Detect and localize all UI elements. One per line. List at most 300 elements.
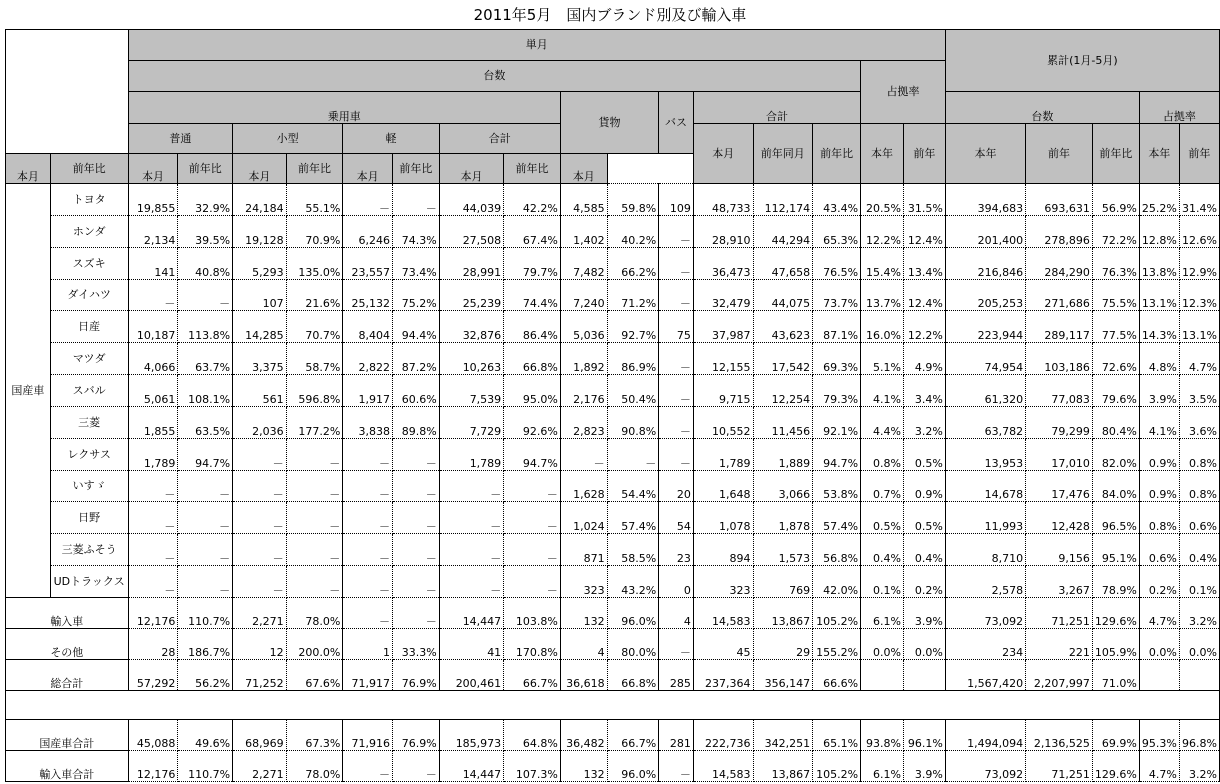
cell-joyo-goukei-hongetsu: － [439,471,503,502]
cell-bus-hongetsu: － [659,343,694,375]
cell-ruikei-senyu-zennen: 13.1% [1179,311,1219,343]
cell-goukei-zennenhi: 66.6% [813,660,861,691]
cell-goukei-hongetsu: 48,733 [693,184,753,216]
header-daisu: 台数 [128,61,860,92]
cell-futsu-hongetsu: 10,187 [128,311,178,343]
cell-joyo-goukei-zennenhi: 42.2% [504,184,561,216]
cell-kogata-hongetsu: － [233,471,287,502]
cell-joyo-goukei-zennenhi: 74.4% [504,280,561,311]
cell-senyuritsu-zennen: 3.2% [903,407,945,439]
cell-kamotsu-hongetsu: 4 [560,629,607,660]
cell-kei-hongetsu: － [343,471,393,502]
cell-kamotsu-hongetsu: 323 [560,566,607,598]
cell-goukei-hongetsu: 37,987 [693,311,753,343]
spacer-cell [6,691,1220,720]
cell-kogata-zennenhi: 58.7% [286,343,343,375]
header-kogata-hongetsu: 本月 [128,154,178,184]
cell-ruikei-senyu-honnen: 0.2% [1139,566,1179,598]
cell-kamotsu-hongetsu: 132 [560,598,607,629]
cell-kei-hongetsu: 71,917 [343,660,393,691]
cell-ruikei-senyu-zennen: 12.6% [1179,216,1219,248]
header-ruikei: 累計(1月-5月) [945,30,1219,92]
cell-kei-hongetsu: 8,404 [343,311,393,343]
cell-joyo-goukei-hongetsu: 14,447 [439,751,503,782]
cell-senyuritsu-honnen: 6.1% [861,598,904,629]
cell-senyuritsu-zennen: 0.0% [903,629,945,660]
cell-joyo-goukei-hongetsu: 200,461 [439,660,503,691]
cell-ruikei-zennen: 79,299 [1026,407,1093,439]
summary-label: 輸入車 [6,598,129,629]
cell-kogata-zennenhi: 67.3% [286,720,343,751]
cell-ruikei-senyu-honnen: 4.8% [1139,343,1179,375]
cell-ruikei-honnen: 11,993 [945,502,1025,534]
cell-ruikei-zennen: 3,267 [1026,566,1093,598]
brand-name: 日産 [50,311,128,343]
cell-senyuritsu-honnen: 15.4% [861,248,904,280]
cell-goukei-hongetsu: 1,789 [693,439,753,471]
cell-ruikei-zennen: 289,117 [1026,311,1093,343]
cell-goukei-zennenhi: 79.3% [813,375,861,407]
cell-ruikei-honnen: 2,578 [945,566,1025,598]
cell-kamotsu-zennenhi: 57.4% [607,502,659,534]
cell-joyo-goukei-zennenhi: 67.4% [504,216,561,248]
cell-joyo-goukei-hongetsu: 10,263 [439,343,503,375]
cell-ruikei-senyu-zennen: 0.0% [1179,629,1219,660]
cell-kogata-hongetsu: － [233,439,287,471]
cell-kei-zennenhi: 75.2% [393,280,440,311]
cell-kogata-hongetsu: 19,128 [233,216,287,248]
cell-futsu-zennenhi: 39.5% [178,216,233,248]
cell-goukei-zennen-dogetsu: 342,251 [753,720,813,751]
cell-bus-hongetsu: 285 [659,660,694,691]
cell-ruikei-zennenhi: 75.5% [1092,280,1139,311]
cell-senyuritsu-honnen: 0.7% [861,471,904,502]
cell-goukei-zennenhi: 92.1% [813,407,861,439]
cell-ruikei-senyu-honnen: 13.8% [1139,248,1179,280]
cell-senyuritsu-zennen: 0.2% [903,566,945,598]
cell-joyo-goukei-hongetsu: 41 [439,629,503,660]
cell-kogata-zennenhi: － [286,471,343,502]
cell-ruikei-zennen: 2,207,997 [1026,660,1093,691]
header-futsu-zennenhi: 前年比 [50,154,128,184]
corner-cell [6,30,129,154]
cell-senyuritsu-honnen: 12.2% [861,216,904,248]
cell-kogata-zennenhi: － [286,439,343,471]
cell-kei-zennenhi: 33.3% [393,629,440,660]
cell-kamotsu-hongetsu: 7,240 [560,280,607,311]
cell-senyuritsu-zennen: 0.5% [903,502,945,534]
cell-ruikei-zennen: 71,251 [1026,751,1093,782]
sales-table-wrapper [5,29,1220,782]
cell-kogata-hongetsu: 561 [233,375,287,407]
cell-ruikei-senyu-zennen: 0.8% [1179,471,1219,502]
header-ruikei-senyu-honnen: 本年 [1139,124,1179,184]
cell-kogata-hongetsu: 12 [233,629,287,660]
spacer-row [6,691,1220,720]
cell-futsu-zennenhi: 63.5% [178,407,233,439]
cell-goukei-zennenhi: 57.4% [813,502,861,534]
cell-futsu-zennenhi: 108.1% [178,375,233,407]
cell-ruikei-zennenhi: 72.2% [1092,216,1139,248]
cell-futsu-zennenhi: 63.7% [178,343,233,375]
cell-kogata-hongetsu: － [233,534,287,566]
cell-goukei-zennenhi: 155.2% [813,629,861,660]
cell-kei-hongetsu: － [343,439,393,471]
cell-kamotsu-hongetsu: 2,176 [560,375,607,407]
cell-goukei-zennenhi: 65.1% [813,720,861,751]
cell-ruikei-zennen: 693,631 [1026,184,1093,216]
cell-kogata-hongetsu: 68,969 [233,720,287,751]
cell-goukei-zennenhi: 105.2% [813,751,861,782]
header-senyuritsu-zennen: 前年 [903,124,945,184]
cell-kamotsu-zennenhi: 59.8% [607,184,659,216]
cell-ruikei-zennenhi: 56.9% [1092,184,1139,216]
cell-kamotsu-zennenhi: 66.8% [607,660,659,691]
cell-senyuritsu-zennen: 96.1% [903,720,945,751]
table-row [6,566,1220,598]
cell-kamotsu-hongetsu: 2,823 [560,407,607,439]
cell-goukei-zennen-dogetsu: 112,174 [753,184,813,216]
cell-futsu-hongetsu: 141 [128,248,178,280]
cell-ruikei-senyu-honnen: 13.1% [1139,280,1179,311]
cell-goukei-zennen-dogetsu: 1,878 [753,502,813,534]
brand-name: マツダ [50,343,128,375]
cell-kei-zennenhi: 94.4% [393,311,440,343]
totals-label: 国産車合計 [6,720,129,751]
cell-goukei-hongetsu: 1,078 [693,502,753,534]
cell-ruikei-honnen: 201,400 [945,216,1025,248]
cell-kei-hongetsu: － [343,751,393,782]
header-ruikei-zennenhi: 前年比 [1092,124,1139,184]
cell-kamotsu-hongetsu: 132 [560,751,607,782]
cell-kamotsu-zennenhi: 90.8% [607,407,659,439]
cell-goukei-hongetsu: 894 [693,534,753,566]
cell-ruikei-zennenhi: 78.9% [1092,566,1139,598]
cell-ruikei-senyu-honnen: 4.7% [1139,598,1179,629]
cell-kamotsu-hongetsu: 36,618 [560,660,607,691]
cell-ruikei-senyu-honnen: 14.3% [1139,311,1179,343]
cell-goukei-zennen-dogetsu: 11,456 [753,407,813,439]
cell-ruikei-senyu-zennen: 3.6% [1179,407,1219,439]
cell-goukei-zennenhi: 94.7% [813,439,861,471]
cell-kei-zennenhi: － [393,471,440,502]
cell-ruikei-senyu-honnen: 0.8% [1139,502,1179,534]
cell-goukei-zennenhi: 87.1% [813,311,861,343]
cell-futsu-zennenhi: 186.7% [178,629,233,660]
cell-goukei-zennen-dogetsu: 1,889 [753,439,813,471]
summary-label: その他 [6,629,129,660]
cell-ruikei-zennen: 77,083 [1026,375,1093,407]
cell-joyo-goukei-zennenhi: 92.6% [504,407,561,439]
cell-futsu-zennenhi: － [178,471,233,502]
cell-goukei-zennen-dogetsu: 29 [753,629,813,660]
cell-kamotsu-zennenhi: 86.9% [607,343,659,375]
table-row [6,375,1220,407]
cell-goukei-zennen-dogetsu: 769 [753,566,813,598]
header-kogata: 小型 [233,124,343,154]
cell-ruikei-zennen: 271,686 [1026,280,1093,311]
cell-kei-hongetsu: 25,132 [343,280,393,311]
cell-goukei-hongetsu: 32,479 [693,280,753,311]
cell-senyuritsu-zennen: 12.4% [903,216,945,248]
cell-bus-hongetsu: 109 [659,184,694,216]
cell-futsu-hongetsu: 1,789 [128,439,178,471]
cell-ruikei-zennenhi: 80.4% [1092,407,1139,439]
cell-ruikei-honnen: 234 [945,629,1025,660]
cell-kamotsu-hongetsu: 7,482 [560,248,607,280]
cell-kei-hongetsu: 1 [343,629,393,660]
cell-joyo-goukei-hongetsu: 32,876 [439,311,503,343]
summary-rows [6,598,1220,691]
cell-ruikei-honnen: 13,953 [945,439,1025,471]
cell-goukei-zennen-dogetsu: 3,066 [753,471,813,502]
cell-ruikei-zennenhi: 69.9% [1092,720,1139,751]
table-row [6,184,1220,216]
cell-goukei-hongetsu: 1,648 [693,471,753,502]
cell-ruikei-honnen: 216,846 [945,248,1025,280]
cell-ruikei-zennen: 17,476 [1026,471,1093,502]
summary-row [6,598,1220,629]
summary-label: 総合計 [6,660,129,691]
cell-senyuritsu-honnen: 16.0% [861,311,904,343]
totals-rows [6,720,1220,782]
cell-ruikei-zennenhi: 77.5% [1092,311,1139,343]
cell-bus-hongetsu: － [659,439,694,471]
cell-joyo-goukei-hongetsu: 14,447 [439,598,503,629]
cell-kogata-zennenhi: － [286,534,343,566]
cell-senyuritsu-zennen: 13.4% [903,248,945,280]
header-kogata-zennenhi: 前年比 [178,154,233,184]
cell-futsu-zennenhi: 94.7% [178,439,233,471]
cell-ruikei-zennenhi: 95.1% [1092,534,1139,566]
cell-kei-hongetsu: 71,916 [343,720,393,751]
brand-name: 三菱ふそう [50,534,128,566]
cell-kogata-hongetsu: 71,252 [233,660,287,691]
cell-ruikei-honnen: 394,683 [945,184,1025,216]
cell-kei-hongetsu: 6,246 [343,216,393,248]
cell-goukei-zennen-dogetsu: 356,147 [753,660,813,691]
cell-kei-hongetsu: 23,557 [343,248,393,280]
brand-name: スバル [50,375,128,407]
sales-table [5,29,1220,782]
cell-goukei-zennenhi: 43.4% [813,184,861,216]
cell-goukei-zennenhi: 42.0% [813,566,861,598]
header-bus: バス [659,92,694,154]
header-ruikei-senyuritsu: 占拠率 [1139,92,1219,124]
cell-futsu-zennenhi: 110.7% [178,598,233,629]
brand-name: UDトラックス [50,566,128,598]
header-kamotsu-hongetsu: 本月 [439,154,503,184]
brand-name: ダイハツ [50,280,128,311]
cell-joyo-goukei-zennenhi: 170.8% [504,629,561,660]
cell-kogata-zennenhi: 70.7% [286,311,343,343]
cell-kogata-zennenhi: 70.9% [286,216,343,248]
cell-goukei-zennen-dogetsu: 47,658 [753,248,813,280]
cell-kogata-zennenhi: － [286,566,343,598]
cell-ruikei-senyu-honnen: 0.6% [1139,534,1179,566]
cell-joyo-goukei-hongetsu: 25,239 [439,280,503,311]
cell-goukei-zennenhi: 65.3% [813,216,861,248]
cell-bus-hongetsu: 75 [659,311,694,343]
cell-futsu-zennenhi: － [178,502,233,534]
cell-goukei-hongetsu: 237,364 [693,660,753,691]
cell-goukei-zennenhi: 73.7% [813,280,861,311]
cell-kogata-zennenhi: 596.8% [286,375,343,407]
cell-kei-hongetsu: － [343,184,393,216]
cell-kei-zennenhi: 60.6% [393,375,440,407]
cell-goukei-hongetsu: 222,736 [693,720,753,751]
cell-kogata-hongetsu: － [233,502,287,534]
cell-futsu-hongetsu: － [128,280,178,311]
table-row [6,439,1220,471]
cell-futsu-hongetsu: － [128,566,178,598]
cell-bus-hongetsu: 4 [659,598,694,629]
cell-goukei-zennen-dogetsu: 43,623 [753,311,813,343]
cell-ruikei-zennen: 284,290 [1026,248,1093,280]
cell-goukei-zennenhi: 56.8% [813,534,861,566]
cell-joyo-goukei-zennenhi: 66.8% [504,343,561,375]
cell-ruikei-senyu-zennen: 0.8% [1179,439,1219,471]
cell-kei-zennenhi: － [393,184,440,216]
cell-goukei-zennen-dogetsu: 13,867 [753,751,813,782]
cell-kogata-hongetsu: 2,036 [233,407,287,439]
header-kei: 軽 [343,124,439,154]
cell-kei-zennenhi: － [393,598,440,629]
cell-joyo-goukei-hongetsu: 7,729 [439,407,503,439]
cell-joyo-goukei-hongetsu: － [439,502,503,534]
cell-kamotsu-zennenhi: 80.0% [607,629,659,660]
table-row [6,534,1220,566]
cell-ruikei-zennenhi: 96.5% [1092,502,1139,534]
header-kei-hongetsu: 本月 [233,154,287,184]
cell-ruikei-senyu-zennen [1179,660,1219,691]
header-joyosha: 乗用車 [128,92,560,124]
cell-senyuritsu-zennen: 0.4% [903,534,945,566]
cell-bus-hongetsu: － [659,407,694,439]
cell-futsu-hongetsu: 19,855 [128,184,178,216]
cell-ruikei-senyu-zennen: 3.2% [1179,598,1219,629]
cell-ruikei-honnen: 74,954 [945,343,1025,375]
cell-kamotsu-hongetsu: 1,628 [560,471,607,502]
cell-senyuritsu-zennen: 12.2% [903,311,945,343]
cell-kogata-zennenhi: 78.0% [286,751,343,782]
cell-senyuritsu-honnen: 93.8% [861,720,904,751]
cell-ruikei-senyu-honnen: 0.9% [1139,471,1179,502]
cell-kei-hongetsu: － [343,598,393,629]
cell-kei-zennenhi: － [393,502,440,534]
cell-goukei-zennenhi: 53.8% [813,471,861,502]
cell-kogata-zennenhi: 21.6% [286,280,343,311]
cell-kei-zennenhi: － [393,534,440,566]
header-goukei-hongetsu: 本月 [693,124,753,184]
cell-goukei-zennen-dogetsu: 1,573 [753,534,813,566]
cell-ruikei-senyu-zennen: 3.2% [1179,751,1219,782]
cell-kogata-hongetsu: 3,375 [233,343,287,375]
cell-ruikei-senyu-honnen: 3.9% [1139,375,1179,407]
header-senyuritsu: 占拠率 [861,61,946,124]
cell-bus-hongetsu: － [659,629,694,660]
brand-rows [6,184,1220,598]
cell-futsu-zennenhi: － [178,566,233,598]
cell-kei-zennenhi: 74.3% [393,216,440,248]
cell-kogata-hongetsu: 5,293 [233,248,287,280]
cell-goukei-hongetsu: 45 [693,629,753,660]
brand-name: いすゞ [50,471,128,502]
cell-joyo-goukei-zennenhi: 66.7% [504,660,561,691]
cell-ruikei-senyu-zennen: 12.9% [1179,248,1219,280]
table-row [6,471,1220,502]
cell-futsu-hongetsu: 2,134 [128,216,178,248]
cell-ruikei-senyu-honnen: 4.1% [1139,407,1179,439]
cell-kogata-zennenhi: － [286,502,343,534]
cell-kei-hongetsu: 3,838 [343,407,393,439]
cell-bus-hongetsu: 23 [659,534,694,566]
brand-name: 三菱 [50,407,128,439]
cell-goukei-hongetsu: 28,910 [693,216,753,248]
cell-ruikei-honnen: 73,092 [945,751,1025,782]
cell-joyo-goukei-zennenhi: － [504,471,561,502]
summary-row [6,629,1220,660]
totals-label: 輸入車合計 [6,751,129,782]
cell-kamotsu-zennenhi: － [607,439,659,471]
cell-senyuritsu-honnen: 20.5% [861,184,904,216]
cell-kei-hongetsu: － [343,502,393,534]
cell-kogata-zennenhi: 78.0% [286,598,343,629]
cell-bus-hongetsu: 0 [659,566,694,598]
totals-row [6,720,1220,751]
header-joyo-goukei-zennenhi: 前年比 [393,154,440,184]
cell-futsu-zennenhi: 32.9% [178,184,233,216]
cell-senyuritsu-honnen: 0.1% [861,566,904,598]
cell-bus-hongetsu: － [659,280,694,311]
cell-futsu-zennenhi: 56.2% [178,660,233,691]
cell-futsu-hongetsu: 12,176 [128,751,178,782]
table-row [6,407,1220,439]
cell-kei-zennenhi: － [393,439,440,471]
cell-kei-zennenhi: 87.2% [393,343,440,375]
cell-joyo-goukei-zennenhi: 86.4% [504,311,561,343]
cell-senyuritsu-honnen [861,660,904,691]
cell-ruikei-zennen: 12,428 [1026,502,1093,534]
cell-kamotsu-hongetsu: 1,402 [560,216,607,248]
table-row [6,216,1220,248]
header-ruikei-honnen: 本年 [945,124,1025,184]
cell-kamotsu-zennenhi: 71.2% [607,280,659,311]
table-row [6,343,1220,375]
cell-senyuritsu-zennen: 0.9% [903,471,945,502]
cell-futsu-hongetsu: 1,855 [128,407,178,439]
group-label-kokusansha: 国産車 [6,184,51,598]
cell-kei-hongetsu: － [343,534,393,566]
cell-futsu-zennenhi: － [178,534,233,566]
cell-kogata-hongetsu: 107 [233,280,287,311]
cell-kamotsu-hongetsu: 5,036 [560,311,607,343]
cell-joyo-goukei-hongetsu: 27,508 [439,216,503,248]
cell-senyuritsu-zennen: 12.4% [903,280,945,311]
cell-goukei-hongetsu: 9,715 [693,375,753,407]
cell-kei-hongetsu: － [343,566,393,598]
brand-name: ホンダ [50,216,128,248]
header-ruikei-daisu: 台数 [945,92,1139,124]
brand-name: レクサス [50,439,128,471]
cell-ruikei-senyu-zennen: 31.4% [1179,184,1219,216]
cell-senyuritsu-honnen: 5.1% [861,343,904,375]
cell-ruikei-honnen: 14,678 [945,471,1025,502]
cell-goukei-hongetsu: 36,473 [693,248,753,280]
cell-ruikei-zennen: 9,156 [1026,534,1093,566]
cell-ruikei-zennen: 17,010 [1026,439,1093,471]
cell-kei-zennenhi: 73.4% [393,248,440,280]
